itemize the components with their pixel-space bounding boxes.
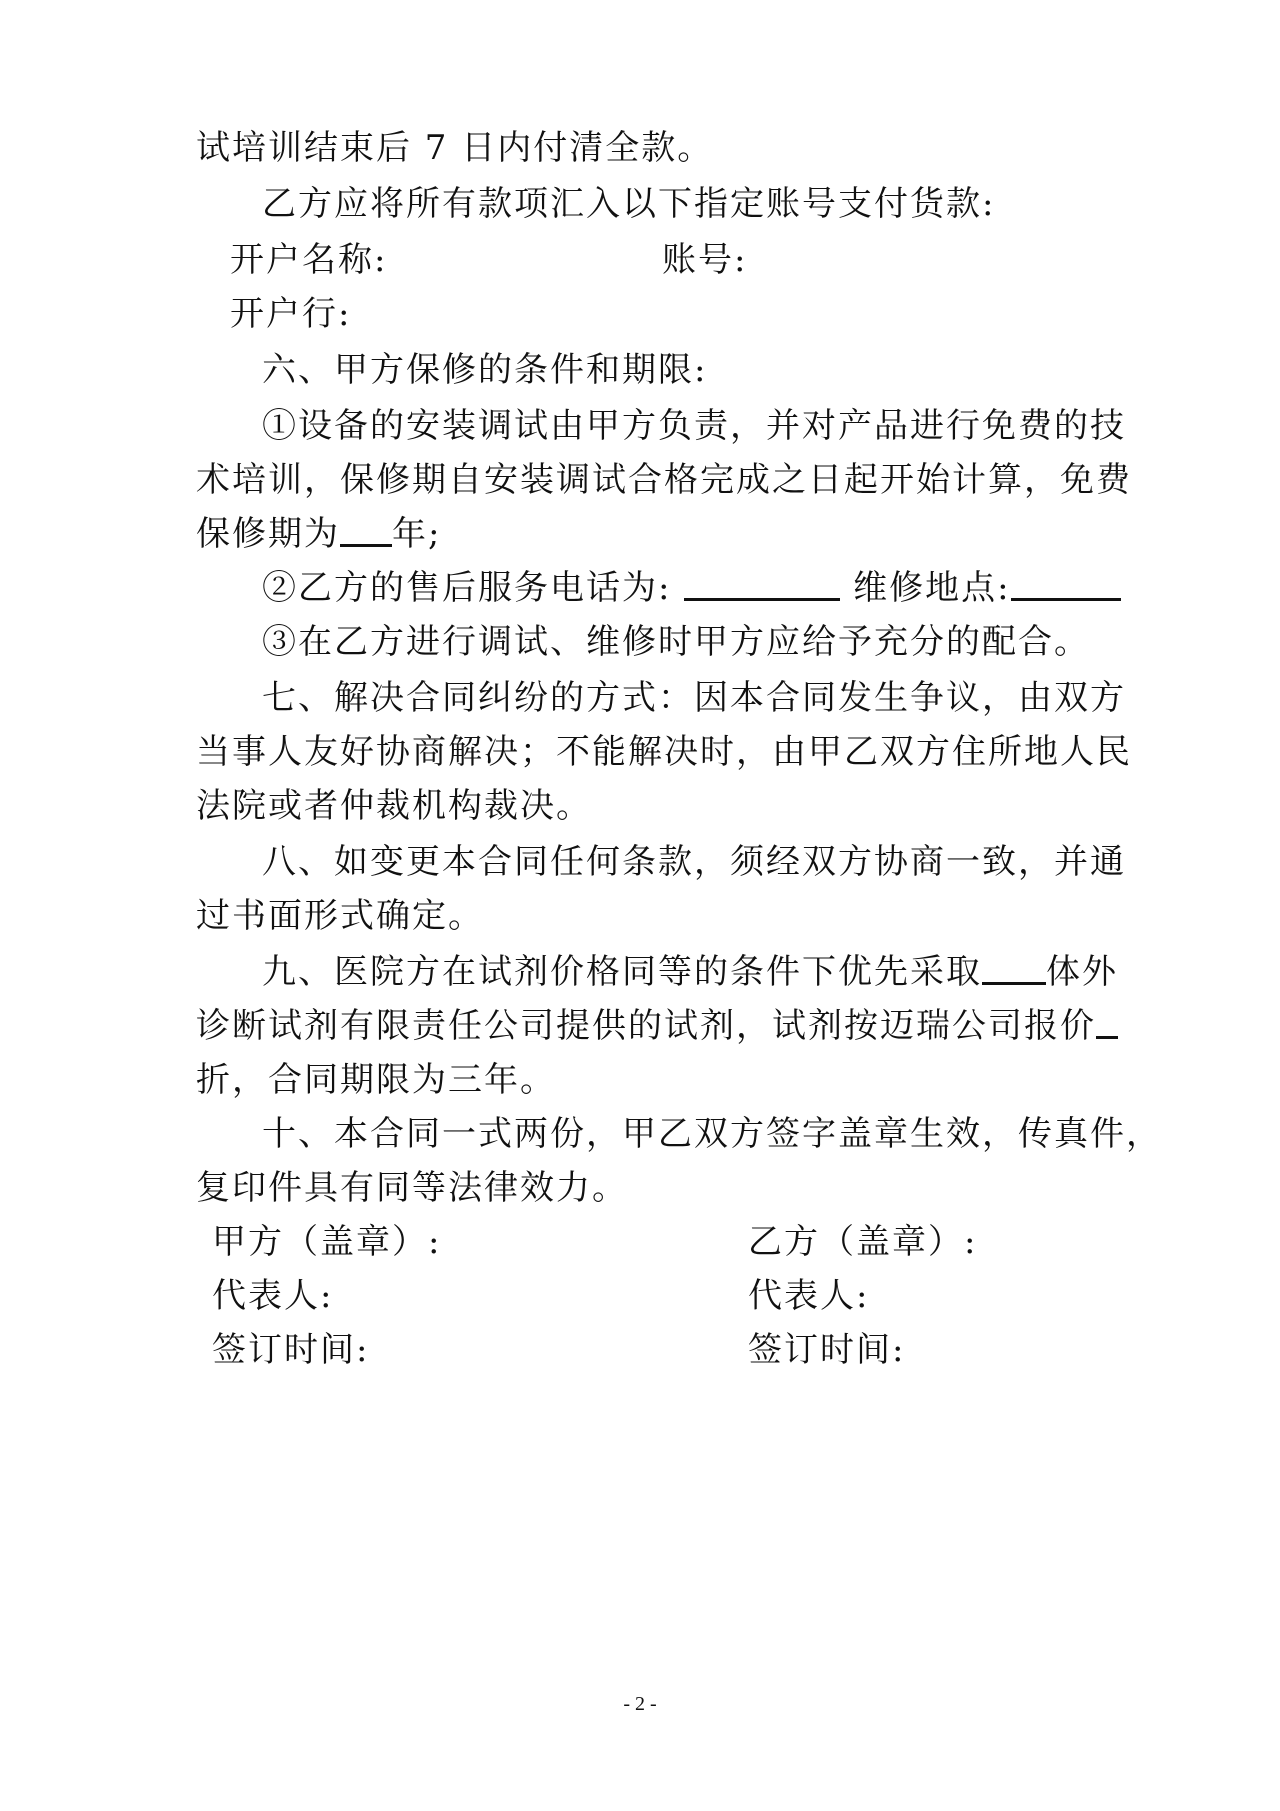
company-blank (982, 952, 1046, 985)
service-phone-label: ②乙方的售后服务电话为: (262, 568, 672, 608)
warranty-period-label: 保修期为 (196, 514, 340, 554)
section-6-item-1-line-2: 术培训，保修期自安装调试合格完成之日起开始计算，免费 (196, 460, 1132, 500)
party-b-date-label: 签订时间: (748, 1330, 906, 1370)
section-8-line-1: 八、如变更本合同任何条款，须经双方协商一致，并通 (262, 842, 1126, 882)
party-a-representative-label: 代表人: (212, 1276, 334, 1316)
warranty-years-blank (340, 514, 392, 547)
bank-label: 开户行: (230, 294, 352, 334)
repair-location-blank (1011, 568, 1121, 601)
section-7-line-1: 七、解决合同纠纷的方式：因本合同发生争议，由双方 (262, 678, 1126, 718)
paragraph-payment-tail: 试培训结束后 7 日内付清全款。 (196, 128, 714, 168)
section-10-line-1: 十、本合同一式两份，甲乙双方签字盖章生效，传真件， (262, 1114, 1162, 1154)
section-7-line-3: 法院或者仲裁机构裁决。 (196, 786, 592, 826)
section-9-text-c: 诊断试剂有限责任公司提供的试剂，试剂按迈瑞公司报价 (196, 1006, 1096, 1046)
party-a-seal-label: 甲方（盖章）: (212, 1222, 442, 1262)
account-number-label: 账号: (662, 240, 748, 280)
account-name-label: 开户名称: (230, 240, 388, 280)
section-6-item-3: ③在乙方进行调试、维修时甲方应给予充分的配合。 (262, 622, 1090, 662)
section-9-line-3: 折，合同期限为三年。 (196, 1060, 556, 1100)
section-8-line-2: 过书面形式确定。 (196, 896, 484, 936)
warranty-years-unit: 年; (392, 514, 442, 554)
section-6-item-1-line-1: ①设备的安装调试由甲方负责，并对产品进行免费的技 (262, 406, 1126, 446)
section-6-title: 六、甲方保修的条件和期限: (262, 350, 708, 390)
service-phone-blank (684, 568, 840, 601)
discount-blank (1096, 1006, 1118, 1039)
party-a-date-label: 签订时间: (212, 1330, 370, 1370)
party-b-seal-label: 乙方（盖章）: (748, 1222, 978, 1262)
section-9-text-b: 体外 (1046, 952, 1118, 992)
repair-location-label: 维修地点: (853, 568, 1011, 608)
section-7-line-2: 当事人友好协商解决；不能解决时，由甲乙双方住所地人民 (196, 732, 1132, 772)
section-6-item-2 (262, 566, 1162, 610)
party-b-representative-label: 代表人: (748, 1276, 870, 1316)
page-number: - 2 - (623, 1693, 657, 1715)
section-9-line-1 (262, 950, 1162, 994)
section-6-item-1-line-3 (196, 512, 1096, 556)
section-10-line-2: 复印件具有同等法律效力。 (196, 1168, 628, 1208)
section-9-text-a: 九、医院方在试剂价格同等的条件下优先采取 (262, 952, 982, 992)
account-row (230, 238, 1130, 282)
section-9-line-2 (196, 1004, 1096, 1048)
paragraph-account-instruction: 乙方应将所有款项汇入以下指定账号支付货款: (262, 184, 996, 224)
